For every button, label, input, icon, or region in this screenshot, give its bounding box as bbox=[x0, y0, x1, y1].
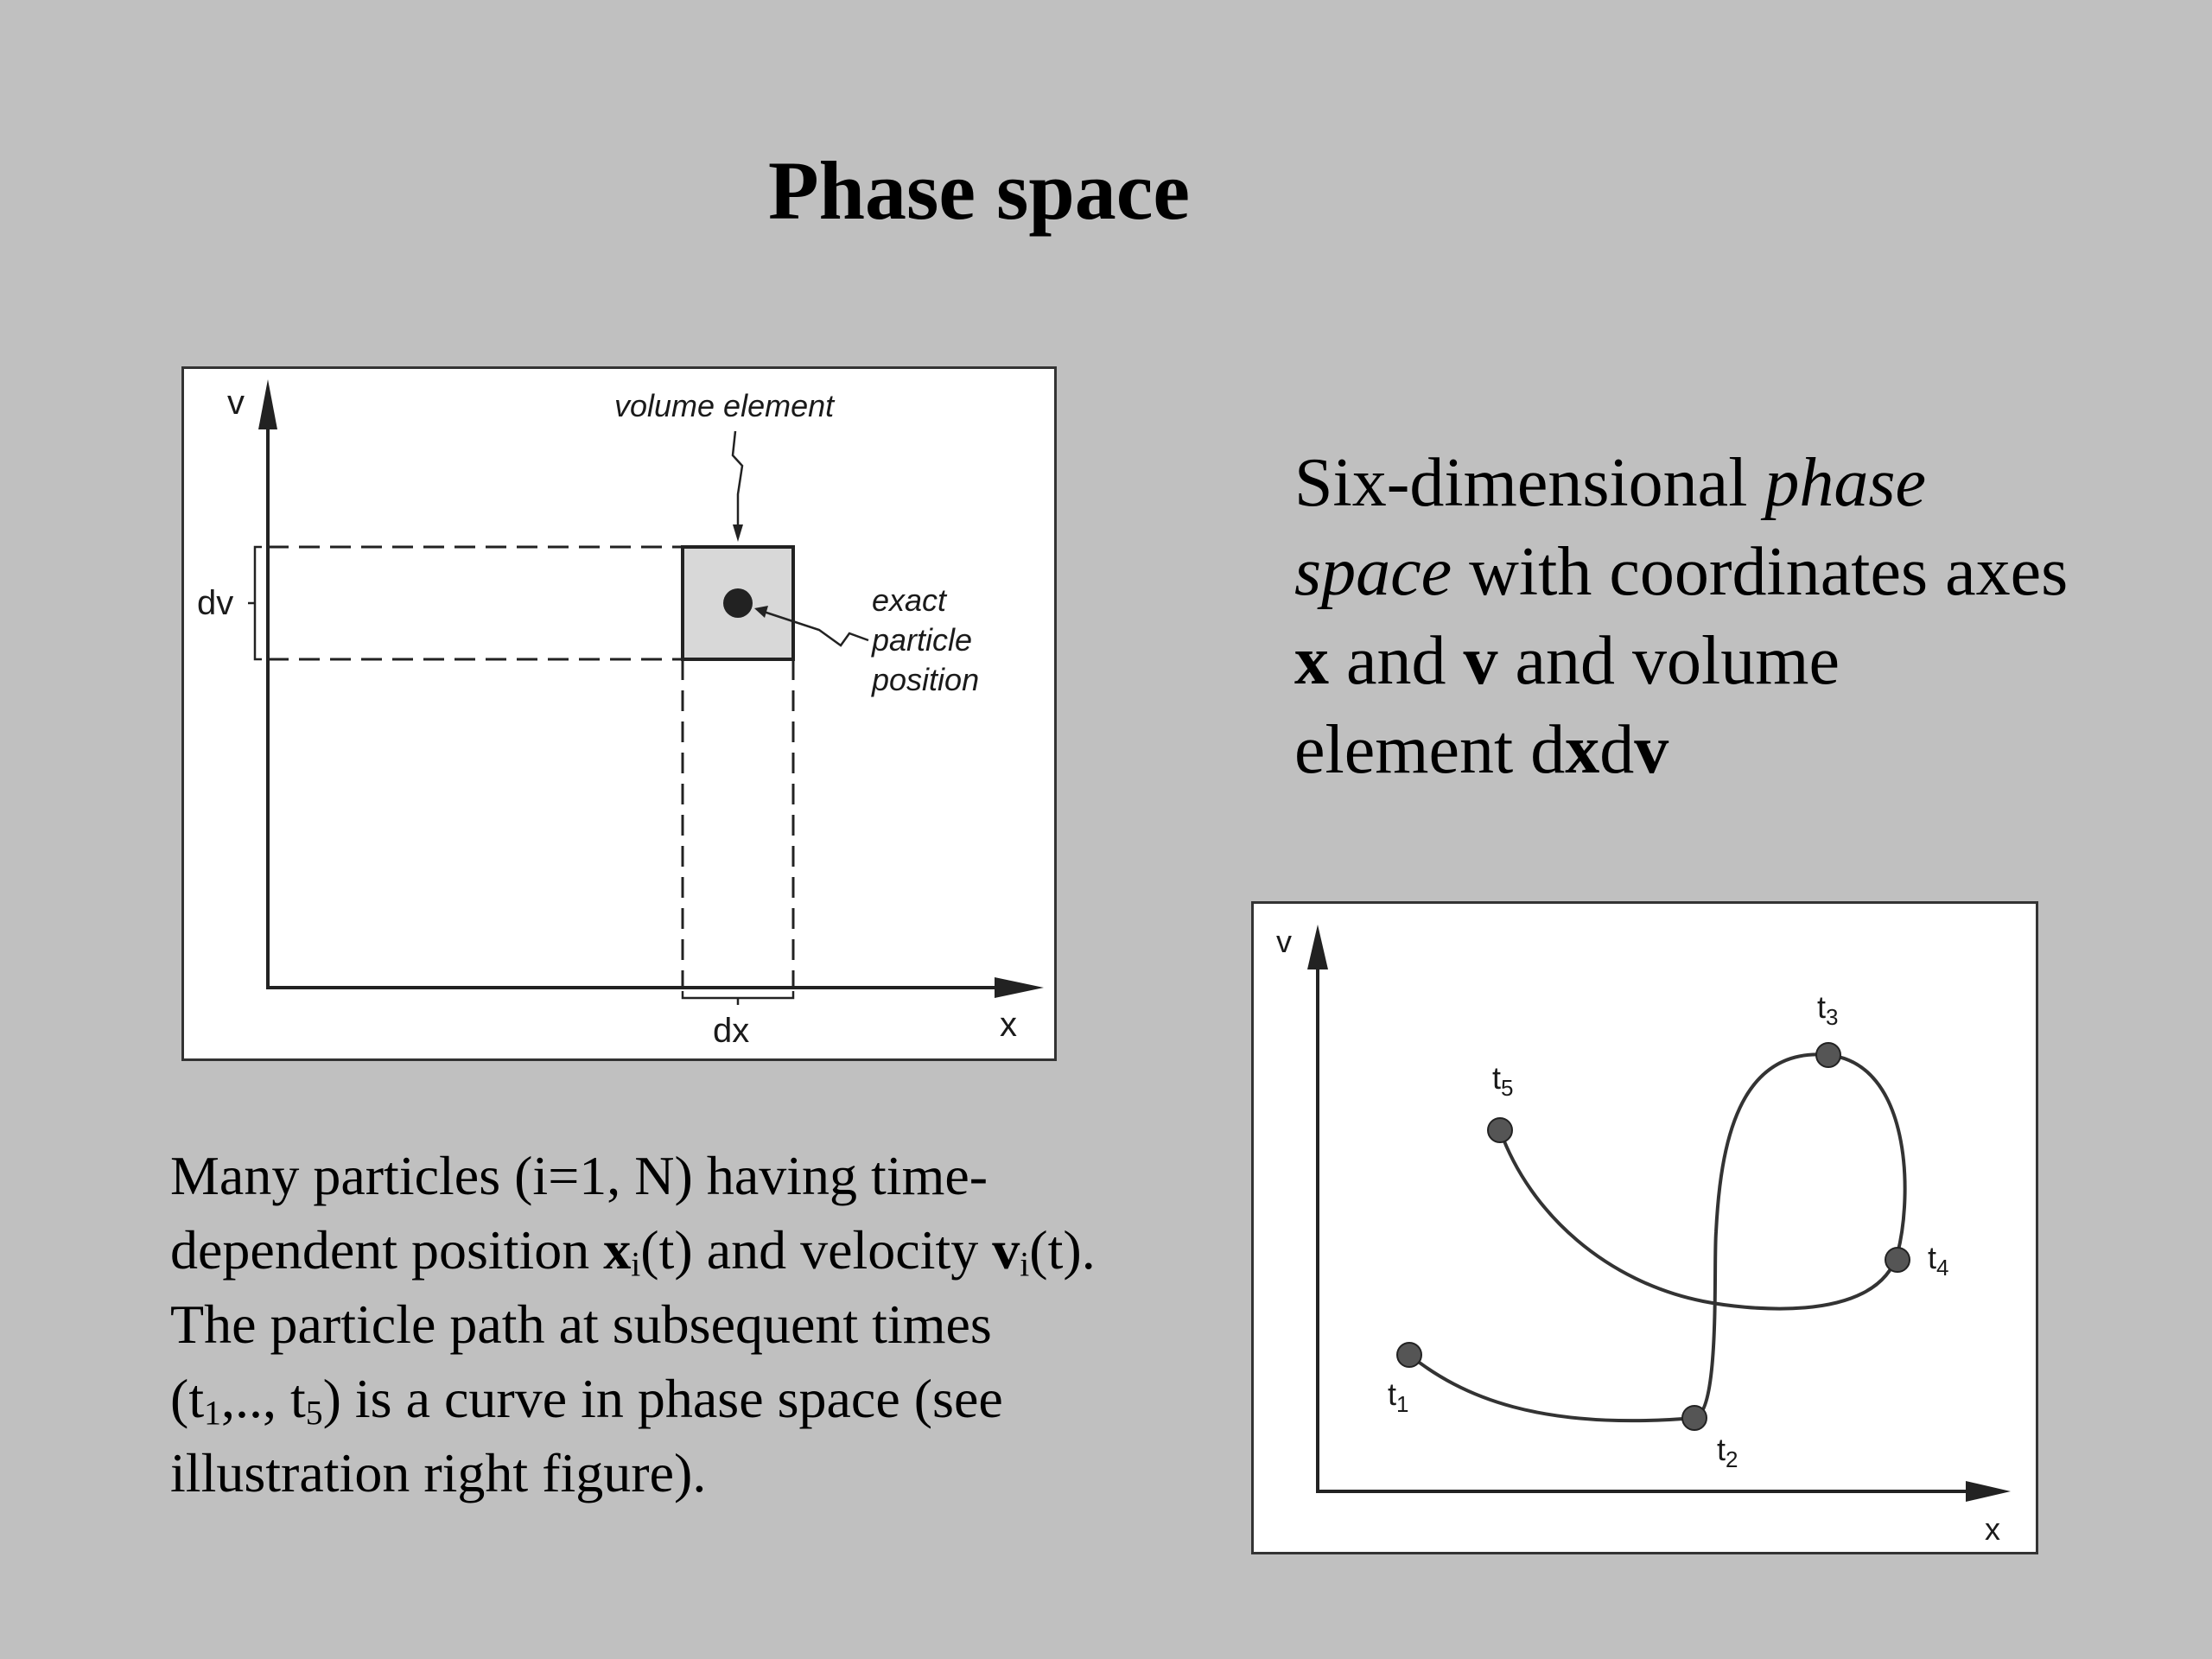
volume-element-label: volume element bbox=[614, 388, 835, 423]
particle-dot bbox=[723, 588, 753, 618]
dv-label: dv bbox=[197, 584, 234, 622]
dx-bracket bbox=[683, 991, 793, 1005]
v-axis-label: v bbox=[227, 384, 245, 422]
particle-path-diagram bbox=[1254, 904, 2036, 1552]
label-t2: $t_2$ bbox=[1717, 1432, 1738, 1472]
v-axis-arrow bbox=[1307, 925, 1328, 969]
volume-element-diagram bbox=[184, 369, 1054, 1058]
slide-title: Phase space bbox=[768, 144, 1190, 237]
point-t1 bbox=[1397, 1343, 1421, 1367]
exact-label-line2: particle bbox=[872, 622, 973, 658]
volume-element-figure bbox=[181, 366, 1057, 1061]
volume-element-pointer bbox=[733, 431, 742, 526]
phase-space-description: Six-dimensional phase space with coordinates axes x and v and volume element dxdv bbox=[1294, 445, 2069, 788]
x-axis-label: x bbox=[1985, 1511, 2000, 1547]
x-axis-label: x bbox=[1000, 1006, 1017, 1044]
point-t3 bbox=[1816, 1043, 1840, 1067]
dv-bracket bbox=[248, 547, 262, 659]
dx-label: dx bbox=[713, 1012, 750, 1050]
x-axis-arrow bbox=[1966, 1481, 2011, 1502]
exact-label-line3: position bbox=[872, 662, 980, 697]
exact-label-line1: exact bbox=[872, 582, 947, 618]
particle-path-figure bbox=[1251, 901, 2038, 1554]
point-t5 bbox=[1488, 1118, 1512, 1142]
label-t3: $t_3$ bbox=[1817, 989, 1839, 1030]
particle-path-description: Many particles (i=1, N) having time-dependent position $x_i(t)$ and velocity $v_i(t)$. The particle path at subsequent times ($t_1$,.., $t_5$) is a curve in phase space (see illustration right figure). bbox=[170, 1145, 1096, 1503]
volume-element-pointer-head bbox=[733, 524, 743, 542]
v-axis-label: v bbox=[1276, 924, 1292, 959]
particle-path-curve bbox=[1409, 1054, 1905, 1421]
label-t1: $t_1$ bbox=[1388, 1376, 1409, 1417]
label-t5: $t_5$ bbox=[1492, 1060, 1514, 1101]
v-axis-arrow bbox=[258, 379, 277, 429]
label-t4: $t_4$ bbox=[1928, 1240, 1949, 1281]
x-axis-arrow bbox=[995, 977, 1044, 998]
point-t2 bbox=[1682, 1406, 1707, 1430]
point-t4 bbox=[1885, 1248, 1910, 1272]
